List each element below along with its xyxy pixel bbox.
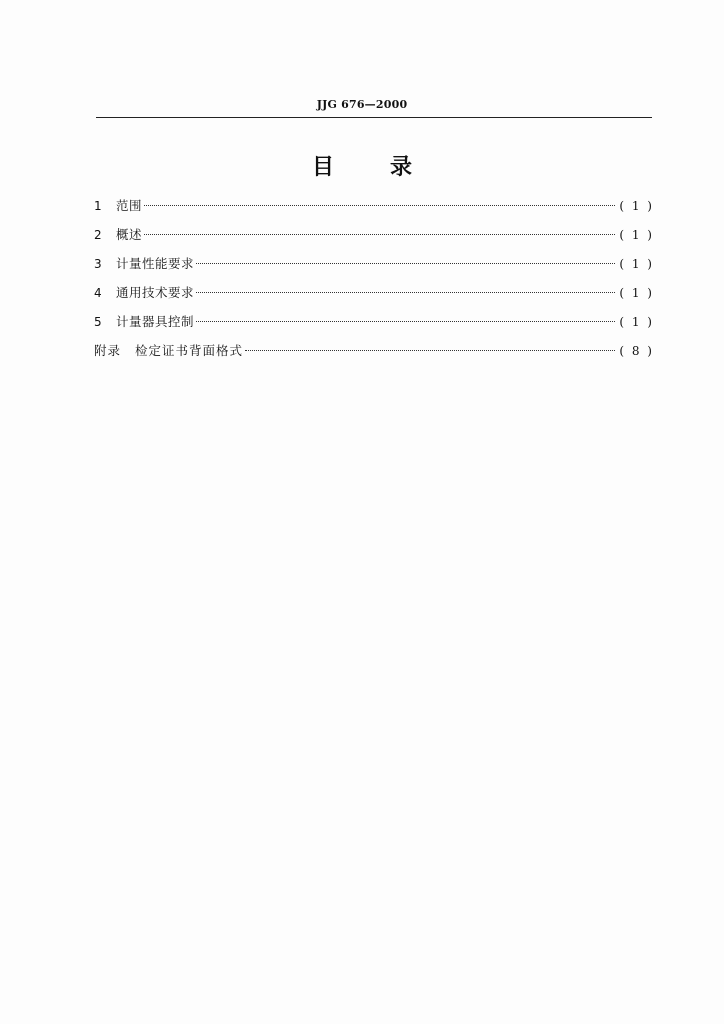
toc-entry-label: 范围 [116,198,143,213]
toc-entry-label: 计量器具控制 [116,314,195,329]
toc-entry-page: ( 1 ) [619,315,654,329]
standard-code-header: JJG 676—2000 [316,98,408,111]
toc-entry-page: ( 1 ) [619,286,654,300]
toc-appendix-prefix: 附录 [94,343,122,358]
toc-entry-label: 通用技术要求 [116,285,195,300]
toc-entry-appendix[interactable] [94,341,654,370]
toc-entry-5[interactable] [94,312,654,341]
page-title [0,150,724,181]
toc-entry-4[interactable] [94,283,654,312]
toc-entry-page: ( 1 ) [619,257,654,271]
toc-entry-number: 1 [94,199,102,213]
toc-leader-dots [196,321,615,322]
toc-leader-dots [245,350,615,351]
toc-entry-label: 检定证书背面格式 [135,343,244,358]
toc-entry-number: 5 [94,315,102,329]
toc-leader-dots [196,292,615,293]
header-rule [96,117,652,118]
toc-leader-dots [144,234,615,235]
toc-entry-number: 2 [94,228,102,242]
toc-entry-number: 3 [94,257,102,271]
toc-leader-dots [144,205,615,206]
toc-entry-number: 4 [94,286,102,300]
toc-entry-3[interactable] [94,254,654,283]
toc-entry-page: ( 1 ) [619,228,654,242]
toc-leader-dots [196,263,615,264]
toc-entry-label: 计量性能要求 [116,256,195,271]
toc-entry-2[interactable] [94,225,654,254]
title-char-1: 目 [311,155,334,180]
toc-entry-page: ( 1 ) [619,199,654,213]
toc-entry-1[interactable] [94,196,654,225]
toc-entry-page: ( 8 ) [619,344,654,358]
toc-entry-label: 概述 [116,227,143,242]
table-of-contents [94,196,654,370]
title-char-2: 录 [390,155,413,180]
